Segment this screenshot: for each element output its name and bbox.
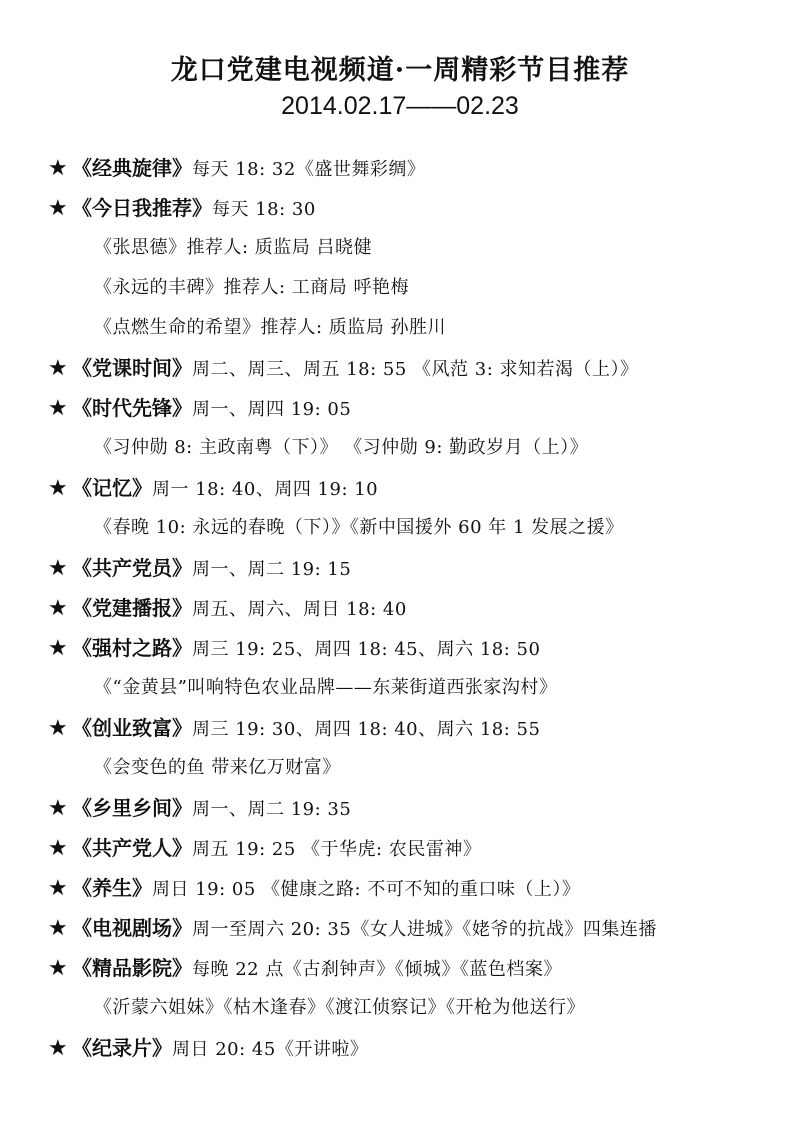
list-item xyxy=(48,868,768,908)
star-icon: ★ xyxy=(48,636,68,661)
program-schedule: 每晚 22 点《古刹钟声》《倾城》《蓝色档案》 xyxy=(192,959,562,980)
list-item xyxy=(48,388,768,428)
list-item xyxy=(48,548,768,588)
star-icon: ★ xyxy=(48,556,68,581)
star-icon: ★ xyxy=(48,716,68,741)
program-schedule: 周一至周六 20: 35《女人进城》《姥爷的抗战》四集连播 xyxy=(192,919,657,940)
program-title: 《今日我推荐》 xyxy=(72,196,212,220)
star-icon: ★ xyxy=(48,156,68,181)
program-title: 《强村之路》 xyxy=(72,636,192,660)
star-icon: ★ xyxy=(48,836,68,861)
program-schedule: 每天 18: 30 xyxy=(212,199,316,220)
program-title: 《党建播报》 xyxy=(72,596,192,620)
program-title: 《共产党员》 xyxy=(72,556,192,580)
program-title: 《养生》 xyxy=(72,876,152,900)
sub-item: 《“金黄县”叫响特色农业品牌——东莱街道西张家沟村》 xyxy=(94,677,558,698)
list-item xyxy=(48,1028,768,1068)
page-title: 龙口党建电视频道·一周精彩节目推荐 xyxy=(170,55,630,86)
program-title: 《记忆》 xyxy=(72,476,152,500)
list-item xyxy=(48,188,768,228)
star-icon: ★ xyxy=(48,596,68,621)
list-item xyxy=(48,708,768,748)
list-item xyxy=(48,788,768,828)
list-item xyxy=(48,588,768,628)
star-icon: ★ xyxy=(48,476,68,501)
date-range: 2014.02.17——02.23 xyxy=(281,92,519,120)
program-schedule: 周一、周二 19: 15 xyxy=(192,559,352,580)
list-item xyxy=(48,908,768,948)
program-schedule: 周日 20: 45《开讲啦》 xyxy=(172,1039,369,1060)
program-title: 《纪录片》 xyxy=(72,1036,172,1060)
list-item xyxy=(48,628,768,668)
program-schedule: 每天 18: 32《盛世舞彩绸》 xyxy=(192,159,426,180)
sub-item: 《张思德》推荐人: 质监局 吕晓健 xyxy=(94,237,373,258)
program-title: 《时代先锋》 xyxy=(72,396,192,420)
program-schedule: 周五、周六、周日 18: 40 xyxy=(192,599,407,620)
program-schedule: 周日 19: 05 《健康之路: 不可不知的重口味（上）》 xyxy=(152,879,581,900)
star-icon: ★ xyxy=(48,356,68,381)
sub-item: 《点燃生命的希望》推荐人: 质监局 孙胜川 xyxy=(94,317,447,338)
program-title: 《共产党人》 xyxy=(72,836,192,860)
sub-item: 《会变色的鱼 带来亿万财富》 xyxy=(94,757,341,778)
list-item xyxy=(48,828,768,868)
star-icon: ★ xyxy=(48,956,68,981)
star-icon: ★ xyxy=(48,796,68,821)
sub-item: 《春晚 10: 永远的春晚（下）》《新中国援外 60 年 1 发展之援》 xyxy=(94,517,624,538)
program-title: 《精品影院》 xyxy=(72,956,192,980)
program-title: 《党课时间》 xyxy=(72,356,192,380)
sub-item: 《习仲勋 8: 主政南粤（下）》 《习仲勋 9: 勤政岁月（上）》 xyxy=(94,437,589,458)
program-schedule: 周一 18: 40、周四 19: 10 xyxy=(152,479,379,500)
star-icon: ★ xyxy=(48,876,68,901)
program-title: 《经典旋律》 xyxy=(72,156,192,180)
program-title: 《乡里乡间》 xyxy=(72,796,192,820)
sub-item: 《沂蒙六姐妹》《枯木逢春》《渡江侦察记》《开枪为他送行》 xyxy=(94,997,585,1018)
program-schedule: 周一、周二 19: 35 xyxy=(192,799,352,820)
program-schedule: 周五 19: 25 《于华虎: 农民雷神》 xyxy=(192,839,482,860)
star-icon: ★ xyxy=(48,916,68,941)
star-icon: ★ xyxy=(48,196,68,221)
star-icon: ★ xyxy=(48,1036,68,1061)
program-title: 《创业致富》 xyxy=(72,716,192,740)
list-item xyxy=(48,468,768,508)
program-schedule: 周三 19: 25、周四 18: 45、周六 18: 50 xyxy=(192,639,541,660)
sub-item: 《永远的丰碑》推荐人: 工商局 呼艳梅 xyxy=(94,277,410,298)
list-item xyxy=(48,148,768,188)
star-icon: ★ xyxy=(48,396,68,421)
list-item xyxy=(48,348,768,388)
program-schedule: 周一、周四 19: 05 xyxy=(192,399,352,420)
program-title: 《电视剧场》 xyxy=(72,916,192,940)
program-list xyxy=(48,148,768,1068)
program-schedule: 周二、周三、周五 18: 55 《风范 3: 求知若渴（上）》 xyxy=(192,359,639,380)
program-schedule: 周三 19: 30、周四 18: 40、周六 18: 55 xyxy=(192,719,541,740)
list-item xyxy=(48,948,768,988)
